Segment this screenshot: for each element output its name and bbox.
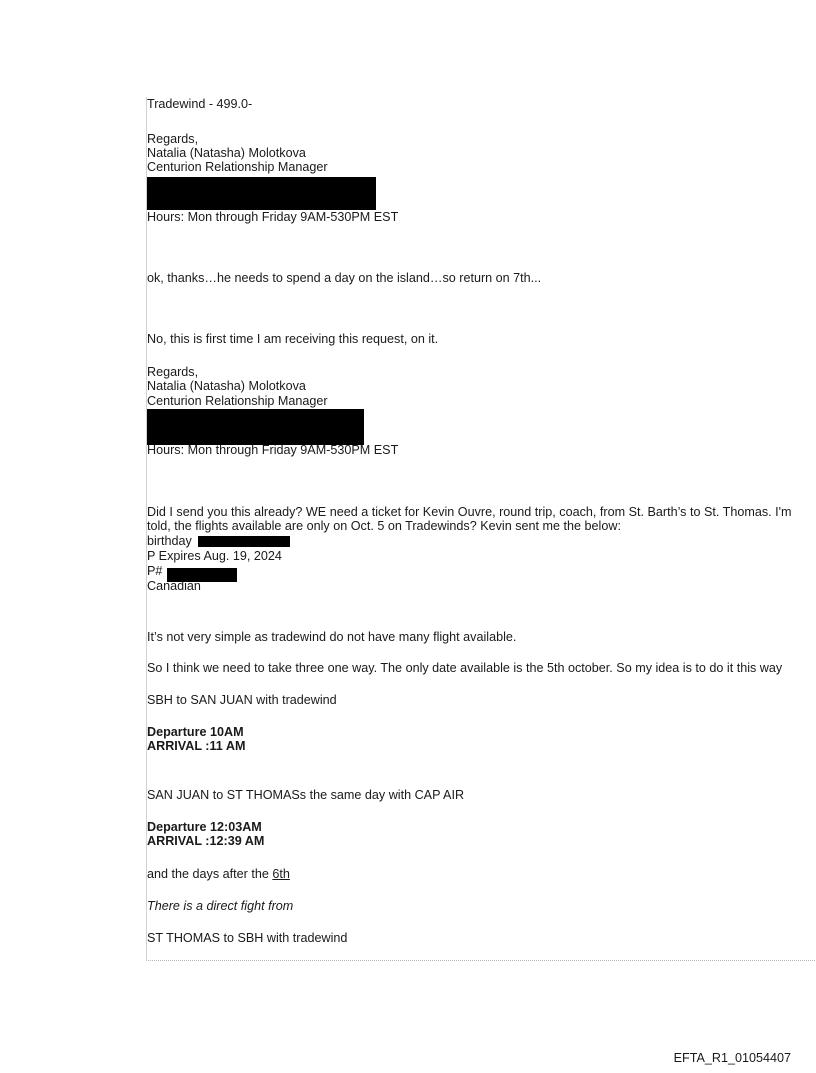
days-after-date: 6th	[272, 867, 290, 881]
redaction-block	[146, 409, 364, 445]
signature-hours: Hours: Mon through Friday 9AM-530PM EST	[147, 443, 399, 457]
redaction-block	[146, 177, 376, 210]
message-body: No, this is first time I am receiving this request, on it.	[147, 332, 439, 346]
message-body-line: Did I send you this already? WE need a ticket for Kevin Ouvre, round trip, coach, from St. Barth’s to St. Thomas. I'm	[147, 505, 792, 519]
message-body-line: It’s not very simple as tradewind do not have many flight available.	[147, 630, 517, 644]
flight-arrival: ARRIVAL :11 AM	[147, 739, 246, 753]
signature-job-title: Centurion Relationship Manager	[147, 394, 328, 408]
signature-regards: Regards,	[147, 365, 199, 379]
flight-leg-route: ST THOMAS to SBH with tradewind	[147, 931, 348, 945]
flight-arrival: ARRIVAL :12:39 AM	[147, 834, 265, 848]
quote-line: Tradewind - 499.0-	[147, 97, 253, 111]
message-body-line: So I think we need to take three one way. The only date available is the 5th october. So my idea is to do it this way	[147, 661, 783, 675]
message-body-line	[147, 867, 290, 881]
signature-name: Natalia (Natasha) Molotkova	[147, 146, 306, 160]
passport-label: P#	[147, 564, 163, 578]
signature-hours: Hours: Mon through Friday 9AM-530PM EST	[147, 210, 399, 224]
birthday-label: birthday	[147, 534, 192, 548]
signature-name: Natalia (Natasha) Molotkova	[147, 379, 306, 393]
flight-leg-route: SAN JUAN to ST THOMASs the same day with CAP AIR	[147, 788, 465, 802]
signature-job-title: Centurion Relationship Manager	[147, 160, 328, 174]
flight-leg-route: SBH to SAN JUAN with tradewind	[147, 693, 337, 707]
redaction-block	[198, 536, 290, 547]
flight-departure: Departure 12:03AM	[147, 820, 262, 834]
email-thread	[146, 97, 816, 961]
message-body: ok, thanks…he needs to spend a day on the island…so return on 7th...	[147, 271, 542, 285]
document-id: EFTA_R1_01054407	[673, 1051, 791, 1065]
message-body-line: There is a direct fight from	[147, 899, 294, 913]
nationality: Canadian	[147, 579, 201, 593]
flight-departure: Departure 10AM	[147, 725, 244, 739]
passport-expiry: P Expires Aug. 19, 2024	[147, 549, 282, 563]
signature-regards: Regards,	[147, 132, 199, 146]
message-body-line: told, the flights available are only on Oct. 5 on Tradewinds? Kevin sent me the below:	[147, 519, 621, 533]
days-after-text: and the days after the	[147, 867, 273, 881]
